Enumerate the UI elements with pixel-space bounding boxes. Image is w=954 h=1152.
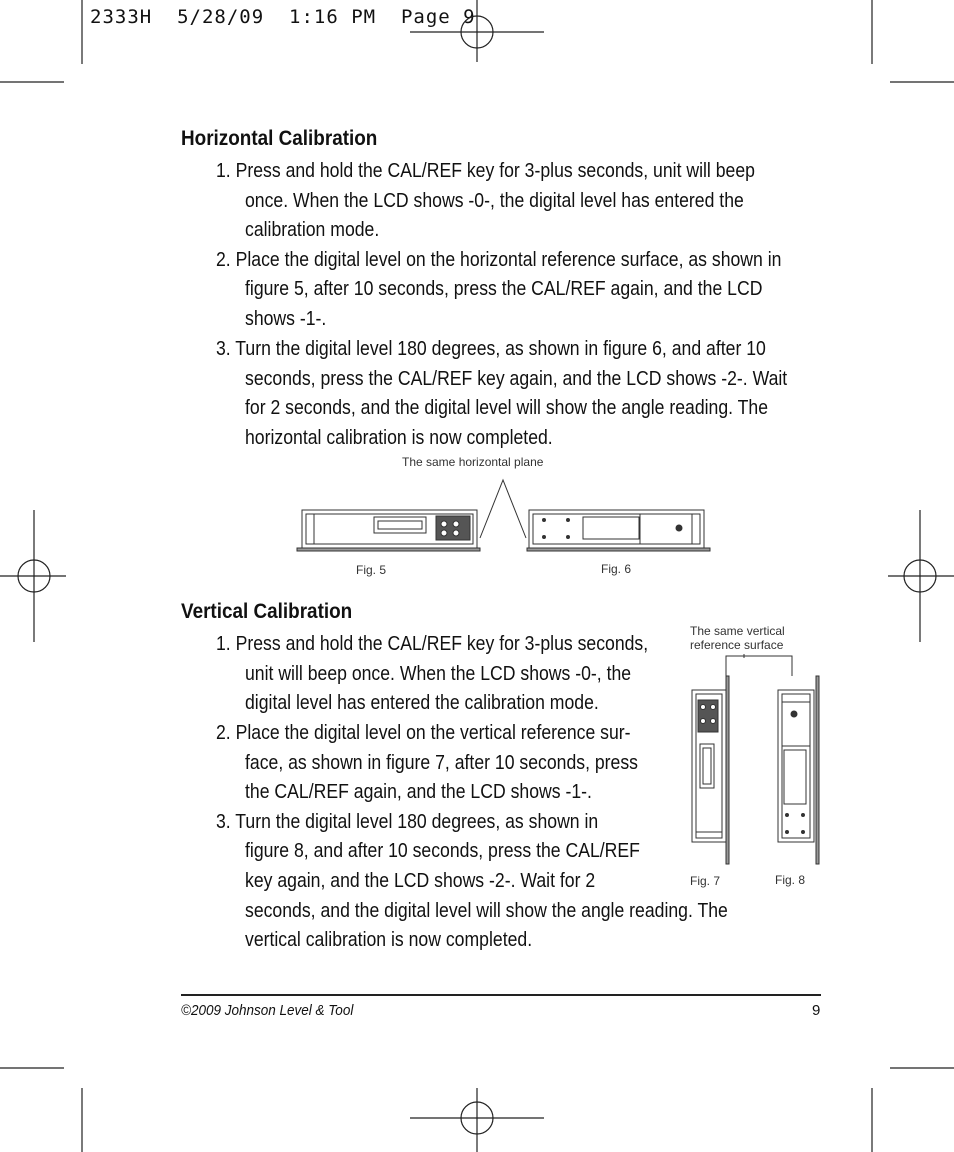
vertical-calibration-figure (686, 620, 826, 892)
page-number: 9 (812, 1002, 821, 1019)
vertical-step-line: the CAL/REF again, and the LCD shows -1-. (245, 780, 592, 803)
vertical-step-line: 3. Turn the digital level 180 degrees, as shown in (216, 810, 599, 833)
horizontal-step-line: shows -1-. (245, 307, 327, 330)
vertical-surface-label-line1: The same vertical (690, 624, 785, 638)
vertical-step-line: seconds, and the digital level will show the angle reading. The (245, 899, 728, 922)
fig7-caption: Fig. 7 (690, 874, 721, 888)
printer-slug: 2333H 5/28/09 1:16 PM Page 9 (90, 6, 476, 28)
footer-rule (181, 994, 821, 996)
vertical-step-line: digital level has entered the calibration mode. (245, 691, 599, 714)
vertical-step-line: 1. Press and hold the CAL/REF key for 3-plus seconds, (216, 632, 649, 655)
horizontal-calibration-heading: Horizontal Calibration (181, 127, 378, 150)
horizontal-step-line: 1. Press and hold the CAL/REF key for 3-plus seconds, unit will beep (216, 159, 755, 182)
horizontal-step-line: 3. Turn the digital level 180 degrees, as shown in figure 6, and after 10 (216, 337, 766, 360)
horizontal-step-line: seconds, press the CAL/REF key again, and the LCD shows -2-. Wait (245, 367, 788, 390)
horizontal-step-line: calibration mode. (245, 218, 380, 241)
horizontal-calibration-figure (290, 450, 720, 585)
vertical-step-line: unit will beep once. When the LCD shows -0-, the (245, 662, 632, 685)
horizontal-step-line: once. When the LCD shows -0-, the digital level has entered the (245, 189, 744, 212)
vertical-step-line: figure 8, and after 10 seconds, press the CAL/REF (245, 839, 640, 862)
vertical-calibration-heading: Vertical Calibration (181, 600, 353, 623)
copyright-notice: ©2009 Johnson Level & Tool (181, 1002, 354, 1019)
horizontal-step-line: 2. Place the digital level on the horizontal reference surface, as shown in (216, 248, 782, 271)
vertical-step-line: face, as shown in figure 7, after 10 seconds, press (245, 751, 638, 774)
vertical-step-line: key again, and the LCD shows -2-. Wait for 2 (245, 869, 596, 892)
fig6-caption: Fig. 6 (601, 562, 632, 576)
horizontal-plane-label: The same horizontal plane (402, 455, 544, 469)
vertical-step-line: vertical calibration is now completed. (245, 928, 533, 951)
fig8-caption: Fig. 8 (775, 873, 806, 887)
vertical-step-line: 2. Place the digital level on the vertical reference sur- (216, 721, 631, 744)
horizontal-step-line: figure 5, after 10 seconds, press the CAL/REF again, and the LCD (245, 277, 763, 300)
vertical-surface-label-line2: reference surface (690, 638, 784, 652)
horizontal-step-line: for 2 seconds, and the digital level will show the angle reading. The (245, 396, 769, 419)
fig5-caption: Fig. 5 (356, 563, 387, 577)
horizontal-step-line: horizontal calibration is now completed. (245, 426, 553, 449)
